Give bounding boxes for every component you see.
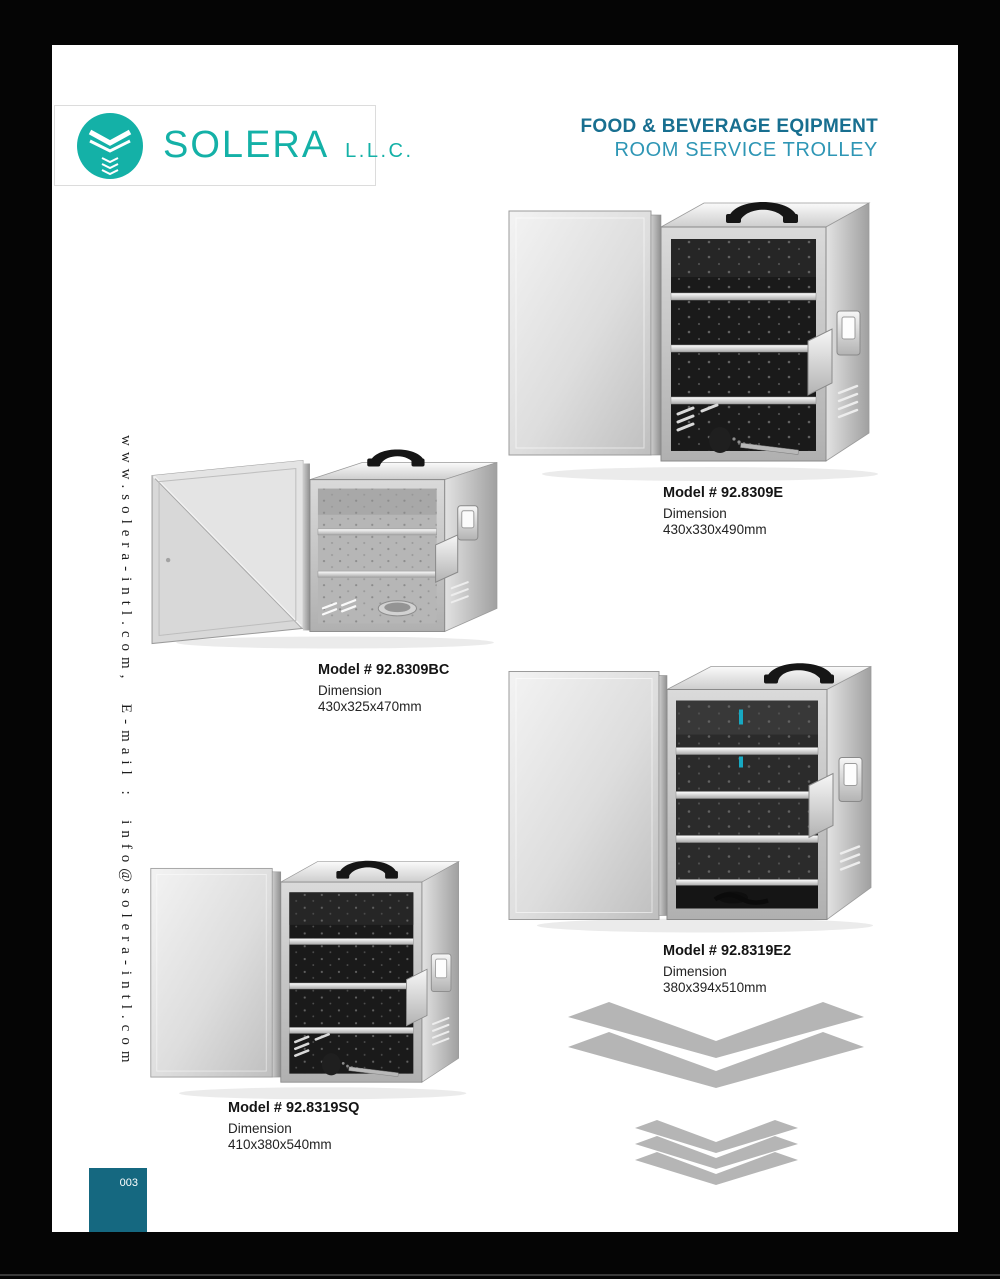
chevron-decoration-large-icon [568,1000,864,1092]
header-subtitle: ROOM SERVICE TROLLEY [614,139,878,162]
product-model-label: Model # 92.8319SQ [228,1100,360,1116]
product-caption [663,485,783,539]
product-image-92-8319e2 [505,657,890,935]
product-image-92-8309e [505,193,890,483]
product-caption [228,1100,359,1154]
product-model-label: Model # 92.8319E2 [663,943,792,959]
bottom-edge-line [0,1274,1000,1276]
brand-suffix: L.L.C. [345,140,414,162]
product-caption [663,943,791,997]
product-caption [318,662,449,716]
product-model-label: Model # 92.8309E [663,485,784,501]
product-dimension-label: Dimension [663,964,727,979]
chevron-decoration-small-icon [635,1119,798,1187]
product-dimension-label: Dimension [318,683,382,698]
page-number-badge: 003 [89,1168,147,1232]
product-dimension-label: Dimension [663,506,727,521]
brand-logo-box [54,105,414,186]
product-model-label: Model # 92.8309BC [318,662,450,678]
product-dimension-label: Dimension [228,1121,292,1136]
catalog-page [52,45,958,1232]
brand-name: SOLERA [163,124,330,166]
product-image-92-8309bc [144,449,506,651]
brand-text [163,124,414,167]
brand-chevrons-icon [77,113,143,179]
product-dimension-value: 430x330x490mm [663,522,767,538]
product-image-92-8319sq [142,853,482,1101]
header-title: FOOD & BEVERAGE EQIPMENT [580,116,878,137]
product-dimension-value: 430x325x470mm [318,699,422,715]
product-dimension-value: 380x394x510mm [663,980,767,996]
product-dimension-value: 410x380x540mm [228,1137,332,1153]
page-header [580,115,878,163]
contact-vertical-text: www.solera-intl.com, E-mail : info@solera-intl.com [118,435,134,1069]
